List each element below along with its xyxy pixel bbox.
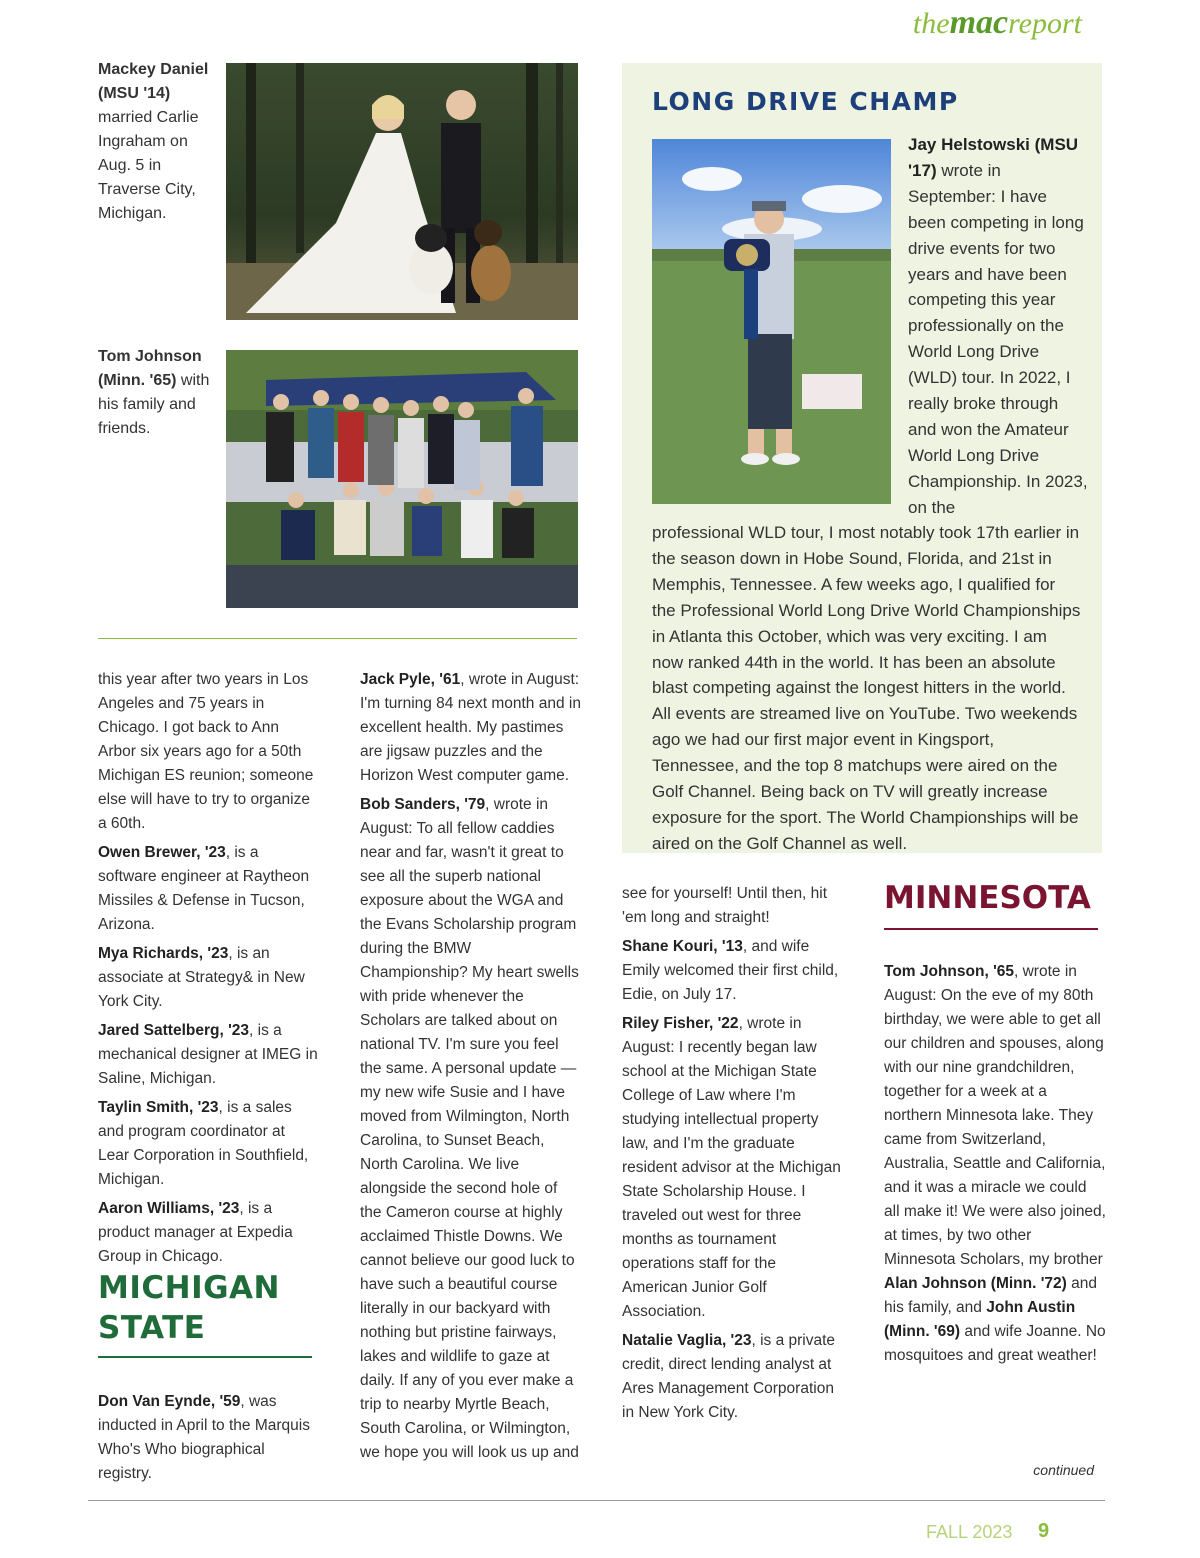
entry-text: and wife Joanne. No mosquitoes and great weather! (884, 1323, 1106, 1364)
entry-text: , wrote in August: To all fellow caddies near and far, wasn't it great to see all the superb national exposure about the WGA and the Evans Scholarship program during the BMW Championship? My heart swells with pride whenever the Scholars are talked about on national TV. I'm sure you feel the same. A personal update — my new wife Susie and I have moved from Wilmington, North Carolina, to Sunset Beach, North Carolina. We live alongside the second hole of the Cameron course at highly acclaimed Thistle Downs. We cannot believe our good luck to have such a beautiful course literally in our backyard with nothing but pristine fairways, lakes and wildlife to gaze at daily. If any of you ever make a trip to nearby Myrtle Beach, South Carolina, or Wilmington, we hope you will look us up and (360, 796, 579, 1461)
entry-text: , wrote in August: I'm turning 84 next month and in excellent health. My pastimes are jigsaw puzzles and the Horizon West computer game. (360, 671, 581, 784)
alumni-entry (360, 668, 582, 788)
alumni-entry (98, 1096, 320, 1192)
entry-text: , is a software engineer at Raytheon Missiles & Defense in Tucson, Arizona. (98, 844, 310, 933)
entry-text: , wrote in August: I recently began law school at the Michigan State College of Law where I'm studying intellectual property law, and I'm the graduate resident advisor at the Michigan State Scholarship House. I traveled out west for three months as tournament operations staff for the American Junior Golf Association. (622, 1015, 841, 1320)
entry-text: , is a private credit, direct lending analyst at Ares Management Corporation in New York City. (622, 1332, 836, 1421)
caption-name: Tom Johnson (Minn. '65) (98, 348, 202, 389)
alumni-entry (98, 1019, 320, 1091)
masthead-logo (913, 4, 1082, 42)
entry-text: and his family, and (884, 1275, 1097, 1316)
alumni-entry (622, 1012, 844, 1324)
entry-name: Mya Richards, '23 (98, 945, 229, 962)
minnesota-rule (884, 928, 1098, 930)
entry-text: , wrote in August: On the eve of my 80th birthday, we were able to get all our children and spouses, along with our nine grandchildren, together for a week at a northern Minnesota lake. They came from Switzerland, Australia, Seattle and California, and it was a miracle we could all make it! We were also joined, at times, by two other Minnesota Scholars, my brother (884, 963, 1106, 1268)
michigan-state-heading (98, 1268, 280, 1348)
column-4 (884, 960, 1106, 1373)
alumni-entry (884, 960, 1106, 1368)
wedding-caption (98, 58, 216, 226)
minnesota-heading: MINNESOTA (884, 880, 1091, 916)
entry-name: Don Van Eynde, '59 (98, 1393, 241, 1410)
sidebar-text-part2: professional WLD tour, I most notably took 17th earlier in the season down in Hobe Sound, Florida, and 21st in Memphis, Tennessee. A few weeks ago, I qualified for the Professional World Long Drive World Championships in Atlanta this October, which was very exciting. I am now ranked 44th in the world. It has been an absolute blast competing against the longest hitters in the world. All events are streamed live on YouTube. Two weekends ago we had our first major event in Kingsport, Tennessee, and the top 8 matchups were aired on the Golf Channel. Being back on TV will greatly increase exposure for the sport. The World Championships will be aired on the Golf Channel as well. (652, 523, 1081, 853)
sidebar-title: LONG DRIVE CHAMP (652, 87, 959, 116)
entry-text: , is a product manager at Expedia Group in Chicago. (98, 1200, 293, 1265)
column-1 (98, 668, 320, 1274)
entry-text: , is an associate at Strategy& in New York City. (98, 945, 305, 1010)
entry-name: Taylin Smith, '23 (98, 1099, 219, 1116)
alumni-entry (360, 793, 582, 1465)
family-caption (98, 345, 216, 441)
sidebar-intro (908, 132, 1088, 521)
caption-name: Mackey Daniel (MSU '14) (98, 61, 209, 102)
entry-name: Tom Johnson, '65 (884, 963, 1014, 980)
masthead-mac: mac (949, 4, 1009, 41)
column-2 (360, 668, 582, 1470)
entry-name: Shane Kouri, '13 (622, 938, 743, 955)
masthead-the: the (912, 7, 950, 40)
entry-name: Natalie Vaglia, '23 (622, 1332, 752, 1349)
michigan-state-entries (98, 1390, 320, 1491)
sidebar-name: Jay Helstowski (MSU '17) (908, 135, 1079, 180)
alumni-entry (622, 1329, 844, 1425)
alumni-entry (622, 935, 844, 1007)
continued-label: continued (1033, 1462, 1094, 1478)
entry-text: , was inducted in April to the Marquis Who's Who biographical registry. (98, 1393, 310, 1482)
wedding-photo (226, 63, 578, 320)
continued-paragraph: this year after two years in Los Angeles and 75 years in Chicago. I got back to Ann Arbor six years ago for a 50th Michigan ES reunion; someone else will have to try to organize a 60th. (98, 671, 314, 832)
entry-name: Jack Pyle, '61 (360, 671, 461, 688)
column-3 (622, 882, 844, 1430)
entry-text: , is a sales and program coordinator at Lear Corporation in Southfield, Michigan. (98, 1099, 309, 1188)
sidebar-continued (652, 520, 1082, 857)
entry-name: Aaron Williams, '23 (98, 1200, 240, 1217)
alumni-entry (98, 942, 320, 1014)
golfer-photo (652, 139, 891, 504)
photos-divider (98, 638, 577, 639)
family-photo (226, 350, 578, 608)
entry-name: John Austin (Minn. '69) (884, 1299, 1076, 1340)
michigan-state-rule (98, 1356, 312, 1358)
sidebar-text-part1: wrote in September: I have been competing in long drive events for two years and have been competing this year professionally on the World Long Drive (WLD) tour. In 2022, I really broke through and won the Amateur World Long Drive Championship. In 2023, on the (908, 160, 1088, 517)
entry-name: Owen Brewer, '23 (98, 844, 226, 861)
alumni-entry (98, 1197, 320, 1269)
entry-text: , and wife Emily welcomed their first child, Edie, on July 17. (622, 938, 839, 1003)
alumni-entry (98, 841, 320, 937)
section-line-2: STATE (98, 1310, 206, 1346)
footer-rule (88, 1500, 1105, 1501)
page-number: 9 (1038, 1520, 1050, 1542)
caption-text: with his family and friends. (98, 372, 210, 437)
issue-label: FALL 2023 (926, 1522, 1013, 1542)
caption-text: married Carlie Ingraham on Aug. 5 in Traverse City, Michigan. (98, 109, 199, 222)
alumni-entry (98, 1390, 320, 1486)
entry-name: Bob Sanders, '79 (360, 796, 486, 813)
masthead-report: report (1008, 7, 1082, 40)
continued-paragraph: see for yourself! Until then, hit 'em long and straight! (622, 885, 828, 926)
entry-name: Jared Sattelberg, '23 (98, 1022, 250, 1039)
entry-text: , is a mechanical designer at IMEG in Saline, Michigan. (98, 1022, 318, 1087)
section-line-1: MICHIGAN (98, 1270, 280, 1306)
entry-name: Riley Fisher, '22 (622, 1015, 739, 1032)
entry-name: Alan Johnson (Minn. '72) (884, 1275, 1067, 1292)
